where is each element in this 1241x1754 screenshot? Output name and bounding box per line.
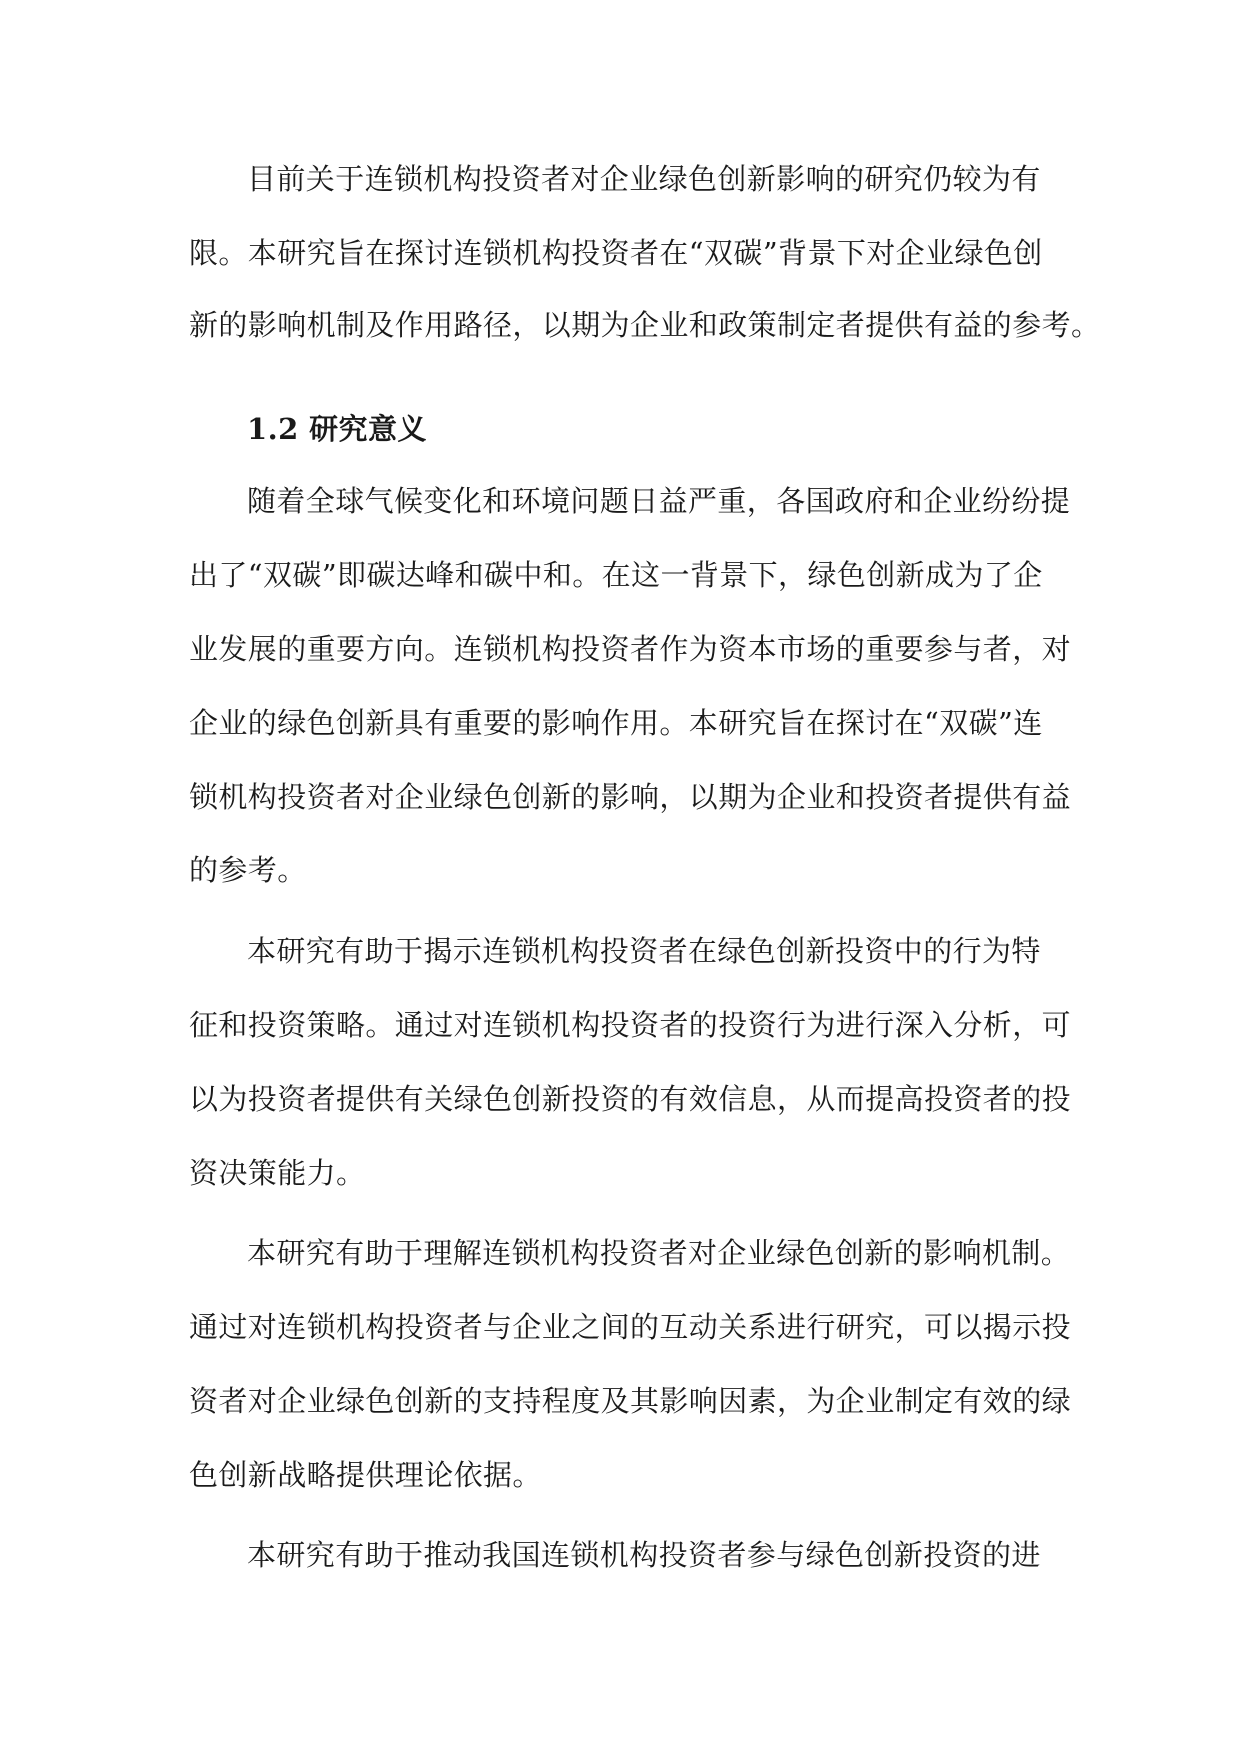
text-line: 锁机构投资者对企业绿色创新的影响，以期为企业和投资者提供有益 [189,780,1072,814]
text-line: 资决策能力。 [189,1156,366,1190]
section-heading: 1.2 研究意义 [247,412,427,446]
text-line: 色创新战略提供理论依据。 [189,1458,542,1492]
text-line: 限。本研究旨在探讨连锁机构投资者在“双碳”背景下对企业绿色创 [189,236,1043,270]
text-line: 出了“双碳”即碳达峰和碳中和。在这一背景下，绿色创新成为了企 [189,558,1043,592]
text-line: 随着全球气候变化和环境问题日益严重，各国政府和企业纷纷提 [247,484,1071,518]
text-line: 本研究有助于揭示连锁机构投资者在绿色创新投资中的行为特 [247,934,1041,968]
text-line: 本研究有助于推动我国连锁机构投资者参与绿色创新投资的进 [247,1538,1041,1572]
text-line: 征和投资策略。通过对连锁机构投资者的投资行为进行深入分析，可 [189,1008,1072,1042]
text-line: 通过对连锁机构投资者与企业之间的互动关系进行研究，可以揭示投 [189,1310,1072,1344]
text-line: 企业的绿色创新具有重要的影响作用。本研究旨在探讨在“双碳”连 [189,706,1043,740]
text-line: 目前关于连锁机构投资者对企业绿色创新影响的研究仍较为有 [247,162,1041,196]
text-line: 新的影响机制及作用路径，以期为企业和政策制定者提供有益的参考。 [189,308,1101,342]
text-line: 资者对企业绿色创新的支持程度及其影响因素，为企业制定有效的绿 [189,1384,1072,1418]
text-line: 以为投资者提供有关绿色创新投资的有效信息，从而提高投资者的投 [189,1082,1072,1116]
text-line: 业发展的重要方向。连锁机构投资者作为资本市场的重要参与者，对 [189,632,1072,666]
text-line: 本研究有助于理解连锁机构投资者对企业绿色创新的影响机制。 [247,1236,1071,1270]
text-line: 的参考。 [189,853,307,887]
